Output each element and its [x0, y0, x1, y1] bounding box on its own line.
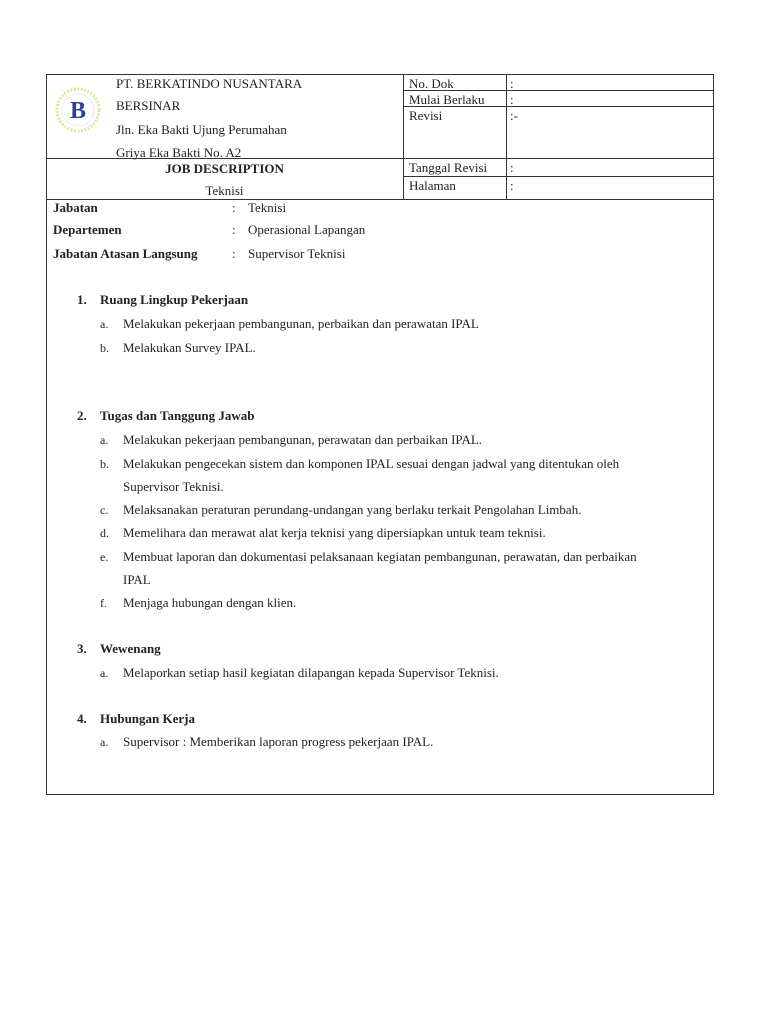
meta-label-revisi: Revisi — [409, 108, 443, 123]
item-letter: f. — [100, 596, 107, 610]
item-text: Melaksanakan peraturan perundang-undangan yang berlaku terkait Pengolahan Limbah. — [123, 502, 582, 517]
meta-label-no-dok: No. Dok — [409, 76, 454, 91]
section-number: 2. — [77, 408, 87, 423]
meta-label-mulai-berlaku: Mulai Berlaku — [409, 92, 485, 107]
meta-value-no-dok: : — [510, 76, 514, 91]
item-text: Memelihara dan merawat alat kerja teknisi yang dipersiapkan untuk team teknisi. — [123, 525, 546, 540]
info-label-jabatan: Jabatan — [53, 200, 98, 215]
item-letter: a. — [100, 735, 109, 749]
item-letter: a. — [100, 433, 109, 447]
meta-divider-vertical — [506, 74, 507, 199]
item-letter: c. — [100, 503, 109, 517]
item-letter: b. — [100, 341, 109, 355]
company-name-line2: BERSINAR — [116, 98, 181, 113]
section-number: 3. — [77, 641, 87, 656]
section-number: 4. — [77, 711, 87, 726]
item-text: Melakukan pengecekan sistem dan komponen IPAL sesuai dengan jadwal yang ditentukan oleh — [123, 456, 620, 471]
item-letter: d. — [100, 526, 109, 540]
section-number: 1. — [77, 292, 87, 307]
item-text: Melakukan Survey IPAL. — [123, 340, 256, 355]
info-sep: : — [232, 200, 236, 215]
meta-value-tanggal-revisi: : — [510, 160, 514, 175]
section-title: Ruang Lingkup Pekerjaan — [100, 292, 249, 307]
logo-letter: B — [69, 98, 87, 124]
item-text: Melakukan pekerjaan pembangunan, perawatan dan perbaikan IPAL. — [123, 432, 483, 447]
info-label-departemen: Departemen — [53, 222, 122, 237]
info-sep: : — [232, 222, 236, 237]
item-text: Melaporkan setiap hasil kegiatan dilapangan kepada Supervisor Teknisi. — [123, 665, 499, 680]
info-sep: : — [232, 246, 236, 261]
meta-label-tanggal-revisi: Tanggal Revisi — [409, 160, 488, 175]
header-bottom-line — [46, 199, 714, 200]
document-subtitle: Teknisi — [205, 183, 244, 198]
item-text: Menjaga hubungan dengan klien. — [123, 595, 297, 610]
meta-value-halaman: : — [510, 178, 514, 193]
item-letter: a. — [100, 666, 109, 680]
section-title: Hubungan Kerja — [100, 711, 195, 726]
item-text: Melakukan pekerjaan pembangunan, perbaikan dan perawatan IPAL — [123, 316, 479, 331]
item-text: Membuat laporan dan dokumentasi pelaksanaan kegiatan pembangunan, perawatan, dan perbaikan — [123, 549, 637, 564]
company-address-line2: Griya Eka Bakti No. A2 — [116, 145, 242, 160]
info-value-departemen: Operasional Lapangan — [248, 222, 366, 237]
company-logo-icon — [55, 87, 101, 133]
info-value-atasan: Supervisor Teknisi — [248, 246, 346, 261]
item-letter: b. — [100, 457, 109, 471]
item-text-continued: Supervisor Teknisi. — [123, 479, 224, 494]
item-letter: e. — [100, 550, 109, 564]
meta-value-mulai-berlaku: : — [510, 92, 514, 107]
item-text-continued: IPAL — [123, 572, 151, 587]
header-divider-vertical — [403, 74, 404, 199]
document-title: JOB DESCRIPTION — [165, 161, 284, 176]
item-text: Supervisor : Memberikan laporan progress pekerjaan IPAL. — [123, 734, 434, 749]
company-name-line1: PT. BERKATINDO NUSANTARA — [116, 76, 303, 91]
info-label-atasan: Jabatan Atasan Langsung — [53, 246, 198, 261]
info-value-jabatan: Teknisi — [248, 200, 287, 215]
section-title: Tugas dan Tanggung Jawab — [100, 408, 255, 423]
company-address-line1: Jln. Eka Bakti Ujung Perumahan — [116, 122, 287, 137]
section-title: Wewenang — [100, 641, 161, 656]
meta-label-halaman: Halaman — [409, 178, 456, 193]
meta-value-revisi: :- — [510, 108, 518, 123]
meta-row-line — [403, 176, 714, 177]
item-letter: a. — [100, 317, 109, 331]
